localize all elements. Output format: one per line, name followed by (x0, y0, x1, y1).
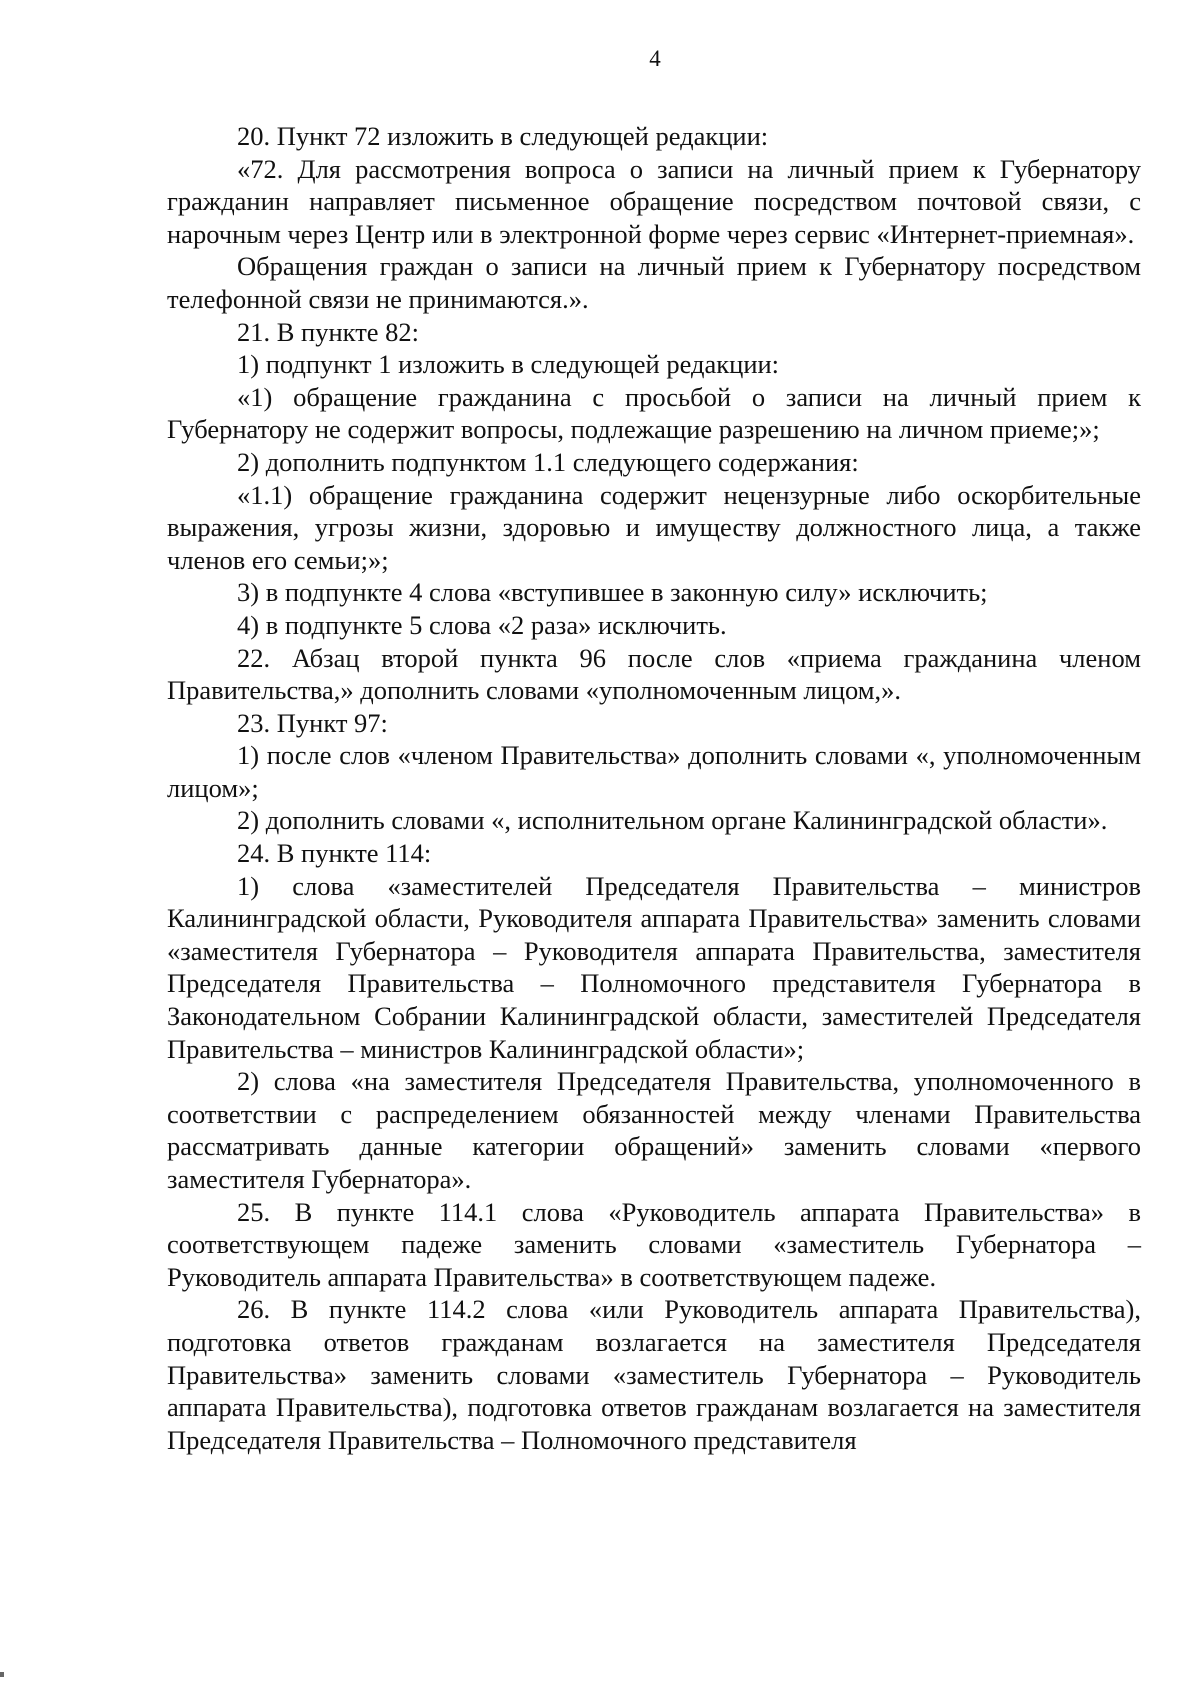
paragraph: Обращения граждан о записи на личный прием к Губернатору посредством телефонной связи не принимаются.». (167, 251, 1141, 314)
paragraph: 26. В пункте 114.2 слова «или Руководитель аппарата Правительства), подготовка ответов гражданам возлагается на заместителя Председателя Правительства» заменить словами «заместитель Губернатора – Руководитель аппарата Правительства), подготовка ответов гражданам возлагается на заместителя Председателя Правительства – Полномочного представителя (167, 1294, 1141, 1455)
page-number: 4 (649, 46, 661, 71)
paragraph: 2) дополнить подпунктом 1.1 следующего содержания: (237, 446, 859, 477)
paragraph: 21. В пункте 82: (237, 316, 420, 347)
paragraph: 1) подпункт 1 изложить в следующей редакции: (237, 349, 780, 380)
paragraph: 24. В пункте 114: (237, 838, 432, 869)
paragraph: 22. Абзац второй пункта 96 после слов «приема гражданина членом Правительства,» дополнить словами «уполномоченным лицом,». (167, 642, 1141, 706)
paragraph: 4) в подпункте 5 слова «2 раза» исключить. (237, 609, 727, 640)
paragraph: 23. Пункт 97: (237, 707, 388, 738)
paragraph: 2) дополнить словами «, исполнительном органе Калининградской области». (237, 805, 1108, 836)
paragraph: 1) после слов «членом Правительства» дополнить словами «, уполномоченным лицом»; (167, 740, 1141, 803)
scan-edge-mark (0, 1672, 4, 1677)
paragraph: 20. Пункт 72 изложить в следующей редакции: (237, 121, 769, 151)
paragraph: «1) обращение гражданина с просьбой о записи на личный прием к Губернатору не содержит вопросы, подлежащие разрешению на личном приеме;»; (167, 381, 1141, 445)
document-body (167, 120, 1141, 1456)
paragraph: 1) слова «заместителей Председателя Правительства – министров Калининградской области, Руководителя аппарата Правительства» заменить словами «заместителя Губернатора – Руководителя аппарата Правительства, заместителя Председателя Правительства – Полномочного представителя Губернатора в Законодательном Собрании Калининградской области, заместителей Председателя Правительства – министров Калининградской области»; (167, 870, 1141, 1064)
paragraph: «72. Для рассмотрения вопроса о записи на личный прием к Губернатору гражданин направляет письменное обращение посредством почтовой связи, с нарочным через Центр или в электронной форме через сервис «Интернет-приемная». (167, 153, 1141, 249)
paragraph: 25. В пункте 114.1 слова «Руководитель аппарата Правительства» в соответствующем падеже заменить словами «заместитель Губернатора – Руководитель аппарата Правительства» в соответствующем падеже. (167, 1196, 1141, 1292)
paragraph: 2) слова «на заместителя Председателя Правительства, уполномоченного в соответствии с распределением обязанностей между членами Правительства рассматривать данные категории обращений» заменить словами «первого заместителя Губернатора». (167, 1066, 1141, 1194)
paragraph: «1.1) обращение гражданина содержит нецензурные либо оскорбительные выражения, угрозы жизни, здоровью и имуществу должностного лица, а также членов его семьи;»; (167, 479, 1141, 575)
paragraph: 3) в подпункте 4 слова «вступившее в законную силу» исключить; (237, 577, 988, 608)
